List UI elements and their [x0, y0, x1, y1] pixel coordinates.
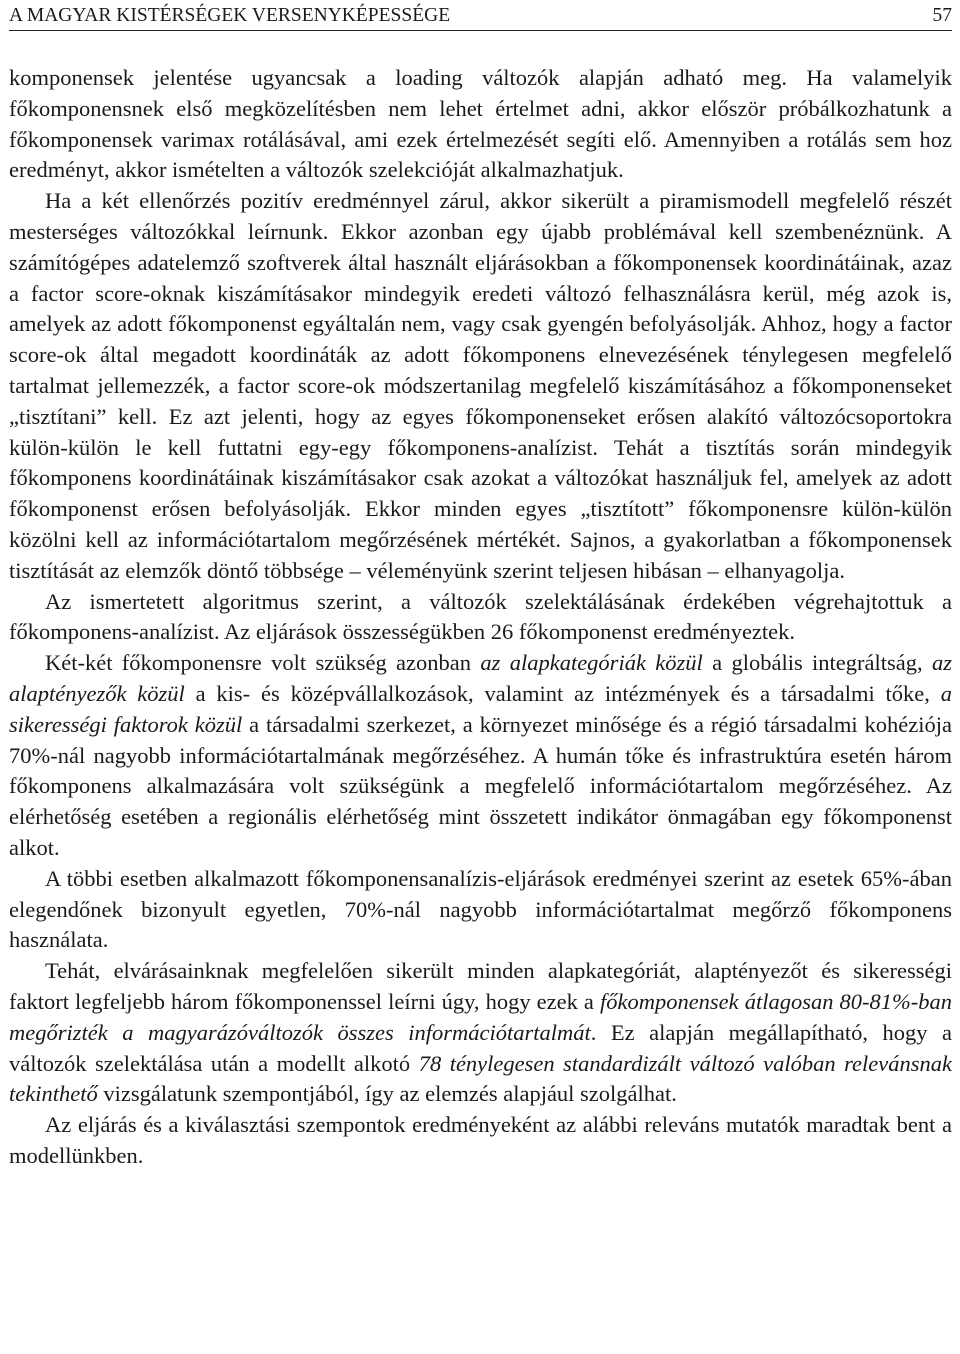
p6-text-1: Tehát, elvárásainknak megfelelően sikerült minden alapkategóriát, alaptényezőt és sikerességi faktort legfeljebb három főkomponenssel leírni úgy, hogy ezek a — [9, 958, 952, 1014]
p4-text-3: a kis- és középvállalkozások, valamint az intézmények és a társadalmi tőke, — [184, 680, 941, 706]
page-header — [9, 2, 952, 31]
p4-italic-2: az alaptényezők közül — [9, 650, 952, 706]
p6-text-3: vizsgálatunk szempontjából, így az elemzés alapjául szolgálhat. — [97, 1081, 677, 1107]
page-number: 57 — [932, 5, 952, 26]
paragraph-2: Ha a két ellenőrzés pozitív eredménnyel zárul, akkor sikerült a piramismodell megfelelő részét mesterséges változókkal leírnunk. Ekkor azonban egy újabb problémával kell szembenéznünk. A számítógépes adatelemző szoftverek által használt eljárásokban a főkomponensek koordinátáinak, azaz a factor score-oknak kiszámításakor mindegyik eredeti változó felhasználásra kerül, még azok is, amelyek az adott főkomponenst egyáltalán nem, vagy csak gyengén befolyásolják. Ahhoz, hogy a factor score-ok által megadott koordináták az adott főkomponens elnevezésének ténylegesen megfelelő tartalmat jellemezzék, a factor score-ok módszertanilag megfelelő kiszámításához a főkomponenseket „tisztítani” kell. Ez azt jelenti, hogy az egyes főkomponenseket erősen alakító változócsoportokra külön-külön le kell futtatni egy-egy főkomponens-analízist. Tehát a tisztítás során mindegyik főkomponens koordinátáinak kiszámításakor csak azokat a változókat használjuk fel, amelyek az adott főkomponenst erősen befolyásolják. Ekkor minden egyes „tisztított” főkomponensre külön-külön közölni kell az információtartalom megőrzésének mértékét. Sajnos, a gyakorlatban a főkomponensek tisztítását az elemzők döntő többsége – véleményünk szerint teljesen hibásan – elhanyagolja. — [9, 188, 952, 583]
paragraph-6 — [9, 956, 952, 1110]
p4-italic-1: az alapkategóriák közül — [480, 650, 703, 676]
paragraph-4 — [9, 648, 952, 864]
body-text — [9, 63, 952, 1172]
p6-italic-1: főkomponensek átlagosan 80-81%-ban megőrizték a magyarázóváltozók összes információtartalmát — [9, 988, 952, 1045]
p6-text-2: . Ez alapján megállapítható, hogy a változók szelektálása után a modellt alkotó — [9, 1019, 952, 1076]
p6-italic-2: 78 ténylegesen standardizált változó valóban relevánsnak tekinthető — [9, 1050, 952, 1107]
paragraph-3: Az ismertetett algoritmus szerint, a változók szelektálásának érdekében végrehajtottuk a főkomponens-analízist. Az eljárások összességükben 26 főkomponenst eredményeztek. — [9, 588, 952, 645]
paragraph-7: Az eljárás és a kiválasztási szempontok eredményeként az alábbi releváns mutatók maradtak bent a modellünkben. — [9, 1112, 952, 1168]
p4-italic-3: a sikerességi faktorok közül — [9, 680, 952, 737]
p4-text-2: a globális integráltság, — [702, 650, 932, 676]
paragraph-1: komponensek jelentése ugyancsak a loading változók alapján adható meg. Ha valamelyik főkomponensnek első megközelítésben nem lehet értelmet adni, akkor először próbálkozhatunk a főkomponensek varimax rotálásával, ami ezek értelmezését segíti elő. Amennyiben a rotálás sem hoz eredményt, akkor ismételten a változók szelekcióját alkalmazhatjuk. — [9, 65, 952, 183]
p4-text-4: a társadalmi szerkezet, a környezet minősége és a régió társadalmi kohéziója 70%-nál nagyobb információtartalmának megőrzéséhez. A humán tőke és infrastruktúra esetén három főkomponens alkalmazására volt szükségünk a megfelelő információtartalom megőrzéséhez. Az elérhetőség esetében a regionális elérhetőség mint összetett indikátor önmagában egy főkomponenst alkot. — [9, 711, 952, 860]
paragraph-5: A többi esetben alkalmazott főkomponensanalízis-eljárások eredményei szerint az esetek 65%-ában elegendőnek bizonyult egyetlen, 70%-nál nagyobb információtartalmat megőrző főkomponens használata. — [9, 865, 952, 953]
running-title: A MAGYAR KISTÉRSÉGEK VERSENYKÉPESSÉGE — [9, 5, 451, 26]
p4-text-1: Két-két főkomponensre volt szükség azonban — [45, 650, 481, 676]
